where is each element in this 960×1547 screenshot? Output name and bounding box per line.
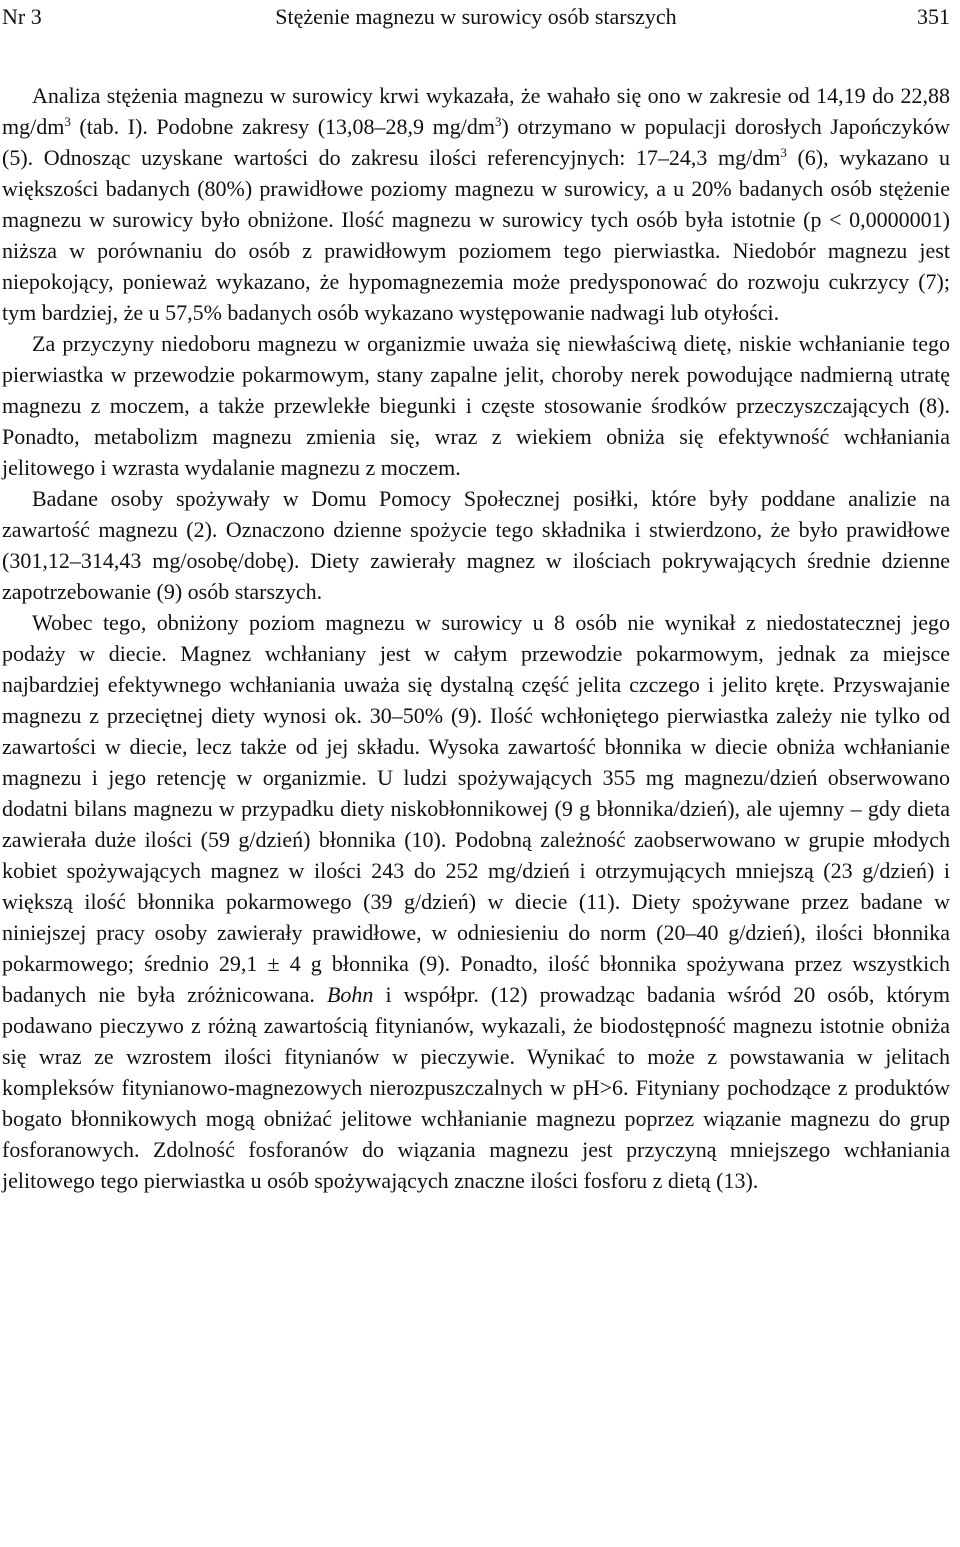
- superscript-3: 3: [494, 114, 502, 129]
- paragraph-4: [2, 607, 950, 1196]
- superscript-3: 3: [64, 114, 71, 129]
- paragraph-1-text-d: (6), wykazano u większości badanych (80%) prawidłowe poziomy magnezu w surowicy, a u 20% badanych osób stężenie magnezu w surowicy było obniżone. Ilość magnezu w surowicy tych osób była istotnie (p < 0,0000001) niższa w porównaniu do osób z prawidłowym poziomem tego pierwiastka. Niedobór magnezu jest niepokojący, ponieważ wykazano, że hypomagnezemia może predysponować do rozwoju cukrzycy (7); tym bardziej, że u 57,5% badanych osób wykazano występowanie nadwagi lub otyłości.: [2, 145, 950, 325]
- running-header: [2, 2, 950, 32]
- paragraph-4-text-a: Wobec tego, obniżony poziom magnezu w surowicy u 8 osób nie wynikał z niedostatecznej jego podaży w diecie. Magnez wchłaniany jest w całym przewodzie pokarmowym, jednak za miejsce najbardziej efektywnego wchłaniania uważa się dystalną część jelita czczego i jelito kręte. Przyswajanie magnezu z przeciętnej diety wynosi ok. 30–50% (9). Ilość wchłoniętego pierwiastka zależy nie tylko od zawartości w diecie, lecz także od jej składu. Wysoka zawartość błonnika w diecie obniża wchłanianie magnezu i jego retencję w organizmie. U ludzi spożywających 355 mg magnezu/dzień obserwowano dodatni bilans magnezu w przypadku diety niskobłonnikowej (9 g błonnika/dzień), ale ujemny – gdy dieta zawierała duże ilości (59 g/dzień) błonnika (10). Podobną zależność zaobserwowano w grupie młodych kobiet spożywających magnez w ilości 243 do 252 mg/dzień i otrzymujących mniejszą (23 g/dzień) i większą ilość błonnika pokarmowego (39 g/dzień) w diecie (11). Diety spożywane przez badane w niniejszej pracy osoby zawierały prawidłowe, w odniesieniu do norm (20–40 g/dzień), ilości błonnika pokarmowego; średnio 29,1 ± 4 g błonnika (9). Ponadto, ilość błonnika spożywana przez wszystkich badanych nie była zróżnicowana.: [2, 610, 950, 1007]
- paragraph-4-text-b: i współpr. (12) prowadząc badania wśród 20 osób, którym podawano pieczywo z różną zawartością fitynianów, wykazali, że biodostępność magnezu istotnie obniża się wraz ze wzrostem ilości fitynianów w pieczywie. Wynikać to może z powstawania w jelitach kompleksów fitynianowo-magnezowych nierozpuszczalnych w pH>6. Fityniany pochodzące z produktów bogato błonnikowych mogą obniżać jelitowe wchłanianie magnezu poprzez wiązanie magnezu do grup fosforanowych. Zdolność fosforanów do wiązania magnezu jest przyczyną mniejszego wchłaniania jelitowego tego pierwiastka u osób spożywających znaczne ilości fosforu z dietą (13).: [2, 982, 950, 1193]
- paragraph-3: Badane osoby spożywały w Domu Pomocy Społecznej posiłki, które były poddane analizie na zawartość magnezu (2). Oznaczono dzienne spożycie tego składnika i stwierdzono, że było prawidłowe (301,12–314,43 mg/osobę/dobę). Diety zawierały magnez w ilościach pokrywających średnie dzienne zapotrzebowanie (9) osób starszych.: [2, 486, 950, 604]
- superscript-3: 3: [780, 145, 787, 160]
- paragraph-2: Za przyczyny niedoboru magnezu w organizmie uważa się niewłaściwą dietę, niskie wchłanianie tego pierwiastka w przewodzie pokarmowym, stany zapalne jelit, choroby nerek powodujące nadmierną utratę magnezu z moczem, a także przewlekłe biegunki i częste stosowanie środków przeczyszczających (8). Ponadto, metabolizm magnezu zmienia się, wraz z wiekiem obniża się efektywność wchłaniania jelitowego i wzrasta wydalanie magnezu z moczem.: [2, 331, 950, 480]
- paragraph-1: [2, 80, 950, 328]
- page-number: 351: [917, 4, 950, 29]
- paragraph-1-text-a: Analiza stężenia magnezu w surowicy krwi wykazała, że wahało się ono w zakresie od 14,19 do 22,88 mg/dm: [2, 83, 950, 139]
- paragraph-1-text-c: ) otrzymano w populacji dorosłych Japończyków (5). Odnosząc uzyskane wartości do zakresu ilości referencyjnych: 17–24,3 mg/dm: [2, 114, 951, 170]
- running-title: Stężenie magnezu w surowicy osób starszych: [275, 4, 677, 29]
- issue-number: Nr 3: [2, 4, 42, 29]
- author-name-italic: Bohn: [326, 982, 374, 1007]
- paragraph-1-text-b: (tab. I). Podobne zakresy (13,08–28,9 mg/dm: [70, 114, 495, 139]
- article-body: [2, 80, 950, 1196]
